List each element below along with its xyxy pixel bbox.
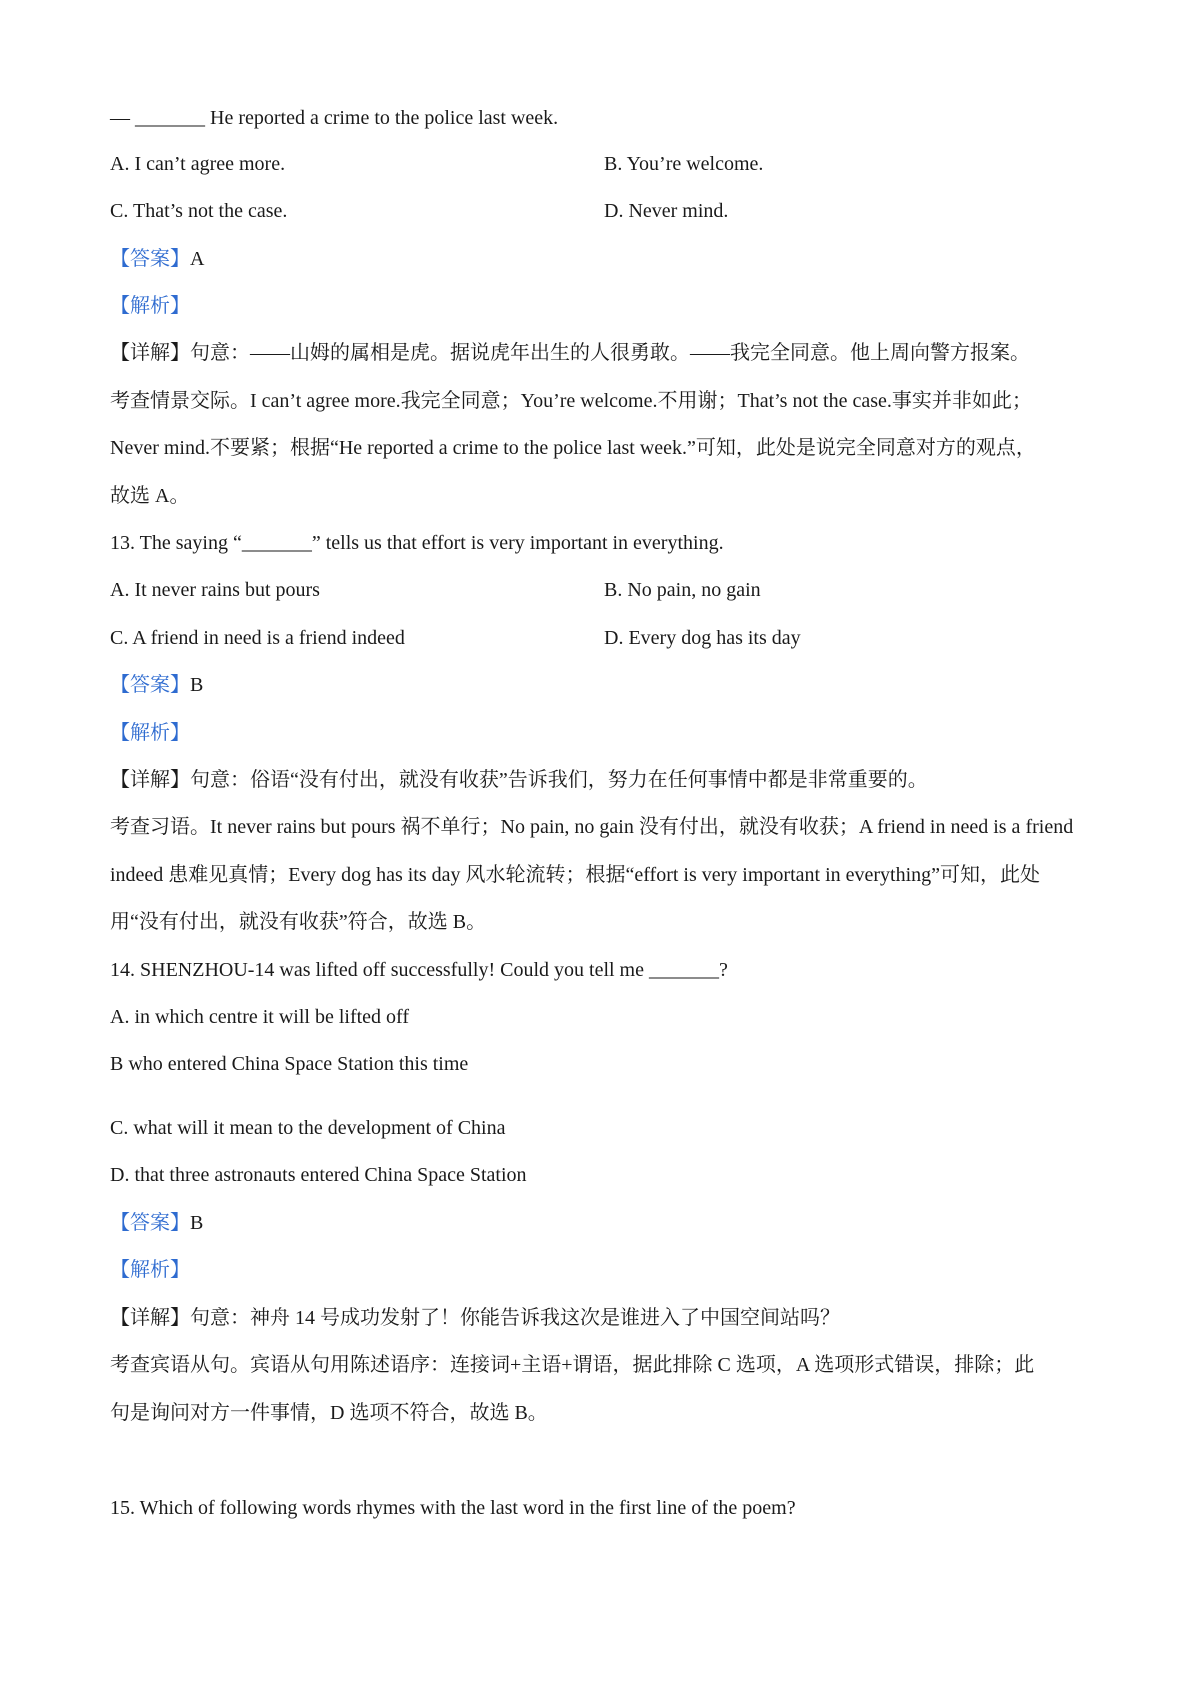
q12-option-c: C. That’s not the case. <box>110 200 288 222</box>
answer-value: B <box>190 1212 204 1234</box>
answer-value: A <box>190 248 205 270</box>
q14-stem: 14. SHENZHOU-14 was lifted off successfully! Could you tell me _______? <box>110 959 728 981</box>
answer-label: 【答案】 <box>110 1212 190 1234</box>
answer-label: 【答案】 <box>110 248 190 270</box>
q14-detail-line-2: 考查宾语从句。宾语从句用陈述语序：连接词+主语+谓语，据此排除 C 选项，A 选项形式错误，排除；此 <box>110 1354 1035 1376</box>
q14-detail-line-3: 句是询问对方一件事情，D 选项不符合，故选 B。 <box>110 1402 548 1424</box>
q12-option-b: B. You’re welcome. <box>604 153 764 175</box>
q14-answer <box>110 1211 203 1235</box>
q12-detail-line-2: 考查情景交际。I can’t agree more.我完全同意；You’re welcome.不用谢；That’s not the case.事实并非如此； <box>110 390 1032 412</box>
q14-option-d: D. that three astronauts entered China Space Station <box>110 1164 527 1186</box>
q13-detail-line-2: 考查习语。It never rains but pours 祸不单行；No pain, no gain 没有付出，就没有收获；A friend in need is a friend <box>110 816 1074 838</box>
q13-option-a: A. It never rains but pours <box>110 579 320 601</box>
q13-stem: 13. The saying “_______” tells us that effort is very important in everything. <box>110 532 724 554</box>
q14-option-a: A. in which centre it will be lifted off <box>110 1006 409 1028</box>
q14-option-b: B who entered China Space Station this time <box>110 1053 469 1075</box>
q13-option-c: C. A friend in need is a friend indeed <box>110 627 405 649</box>
q15-stem: 15. Which of following words rhymes with the last word in the first line of the poem? <box>110 1497 796 1519</box>
q12-option-a: A. I can’t agree more. <box>110 153 286 175</box>
q12-detail-line-1: 【详解】句意：——山姆的属相是虎。据说虎年出生的人很勇敢。——我完全同意。他上周向警方报案。 <box>110 342 1030 364</box>
q13-option-d: D. Every dog has its day <box>604 627 801 649</box>
q14-analysis-label: 【解析】 <box>110 1259 190 1281</box>
q12-detail-line-3: Never mind.不要紧；根据“He reported a crime to the police last week.”可知，此处是说完全同意对方的观点， <box>110 437 1036 459</box>
q13-answer <box>110 673 203 697</box>
q12-option-d: D. Never mind. <box>604 200 729 222</box>
q12-answer <box>110 247 204 271</box>
q13-detail-line-1: 【详解】句意：俗语“没有付出，就没有收获”告诉我们，努力在任何事情中都是非常重要的。 <box>110 769 928 791</box>
q13-option-b: B. No pain, no gain <box>604 579 761 601</box>
q12-analysis-label: 【解析】 <box>110 295 190 317</box>
q12-prompt-line: — _______ He reported a crime to the police last week. <box>110 107 559 129</box>
q14-option-c: C. what will it mean to the development of China <box>110 1117 506 1139</box>
q12-detail-line-4: 故选 A。 <box>110 485 190 507</box>
q14-detail-line-1: 【详解】句意：神舟 14 号成功发射了！你能告诉我这次是谁进入了中国空间站吗？ <box>110 1307 840 1329</box>
q13-analysis-label: 【解析】 <box>110 722 190 744</box>
q13-detail-line-4: 用“没有付出，就没有收获”符合，故选 B。 <box>110 911 487 933</box>
answer-value: B <box>190 674 204 696</box>
answer-label: 【答案】 <box>110 674 190 696</box>
q13-detail-line-3: indeed 患难见真情；Every dog has its day 风水轮流转；根据“effort is very important in everything”可知，此处 <box>110 864 1041 886</box>
